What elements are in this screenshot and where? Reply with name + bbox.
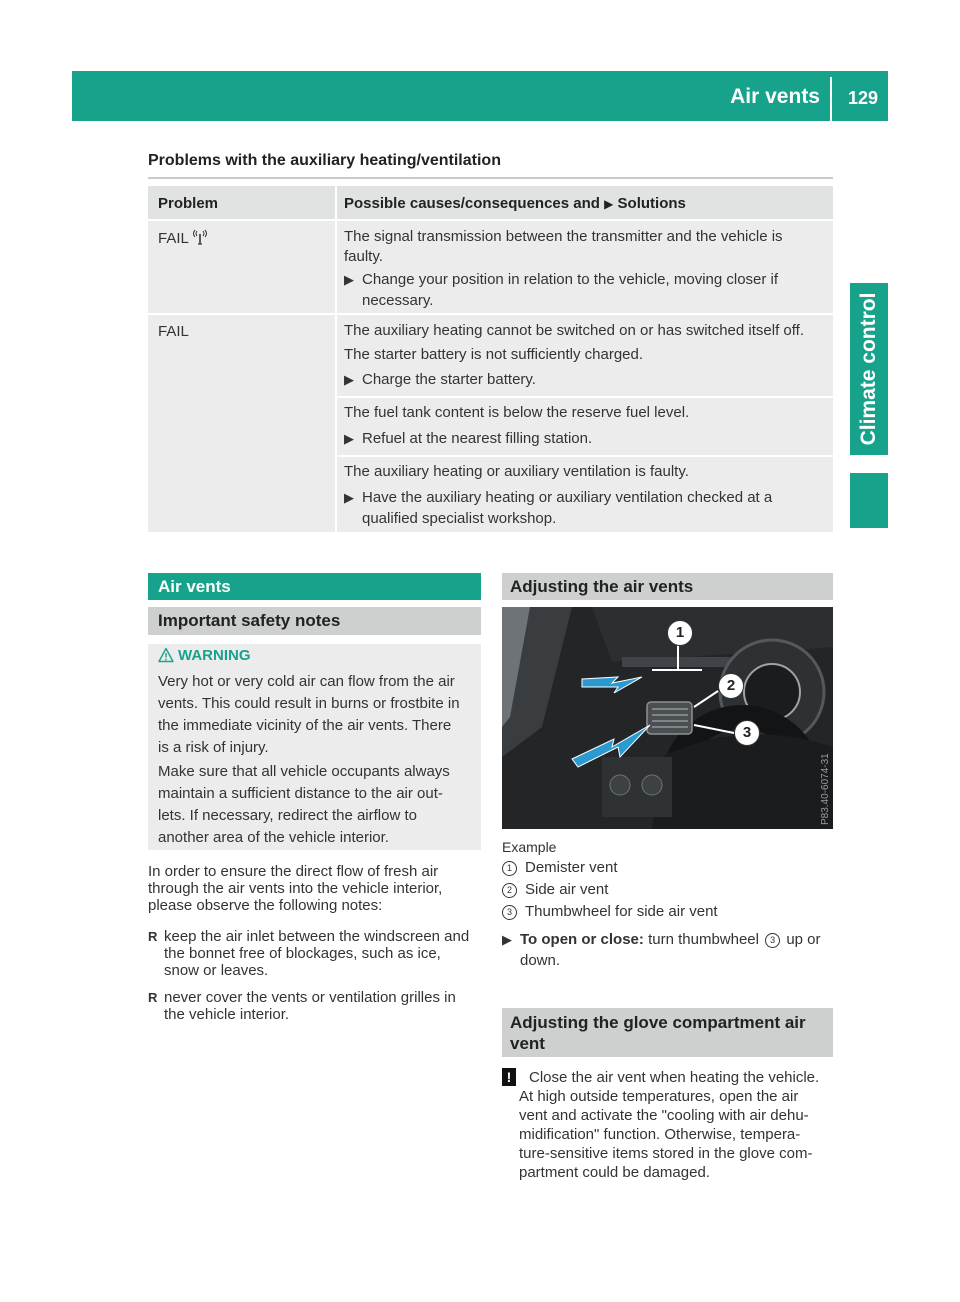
row1-cause <box>344 227 824 267</box>
row1-action-line2: necessary. <box>362 292 434 309</box>
warning-line: is a risk of injury. <box>158 739 269 756</box>
legend-number: 1 <box>502 861 517 876</box>
bullet-line: keep the air inlet between the windscreen and <box>164 928 470 945</box>
bullet-line: the bonnet free of blockages, such as ice, <box>164 945 441 962</box>
row-divider <box>148 219 833 221</box>
open-close-instruction <box>502 929 821 971</box>
row1-action-line1: Change your position in relation to the vehicle, moving closer if <box>362 271 779 288</box>
warning-line: another area of the vehicle interior. <box>158 829 389 846</box>
adjusting-title: Adjusting the air vents <box>510 577 694 596</box>
heading-rule <box>148 177 833 179</box>
glove-note-line: vent and activate the "cooling with air dehu- <box>519 1107 809 1124</box>
row-divider <box>337 455 833 457</box>
column-divider <box>335 186 337 532</box>
col-solutions-prefix: Possible causes/consequences and <box>344 195 600 212</box>
arrow-right-icon: ▶ <box>344 372 354 387</box>
air-vent-photo <box>502 607 833 829</box>
warning-paragraph-1 <box>158 671 478 759</box>
instruction-bold: To open or close: <box>520 931 644 948</box>
row2-action-a <box>344 369 536 390</box>
instruction-line-1 <box>520 929 821 950</box>
warning-line: Very hot or very cold air can flow from the air <box>158 673 455 690</box>
glove-note-first: Close the air vent when heating the vehicle. <box>529 1069 820 1086</box>
glove-title-line1: Adjusting the glove compartment air <box>510 1013 806 1032</box>
warning-line: the immediate vicinity of the air vents. There <box>158 717 452 734</box>
row1-cause-line1: The signal transmission between the transmitter and the vehicle is <box>344 228 783 245</box>
glove-note-line: At high outside temperatures, open the air <box>519 1088 799 1105</box>
row2-action-c <box>344 428 592 449</box>
table-header <box>148 186 833 219</box>
legend-text: Thumbwheel for side air vent <box>525 903 718 920</box>
row2-action-d <box>344 487 772 529</box>
intro-line: through the air vents into the vehicle interior, <box>148 880 443 897</box>
intro-line: In order to ensure the direct flow of fresh air <box>148 863 439 880</box>
instruction-end: up or <box>786 931 821 948</box>
legend-item <box>502 857 718 879</box>
bullet-item <box>148 989 456 1023</box>
arrow-right-icon: ▶ <box>604 197 614 211</box>
col-solutions <box>344 195 686 212</box>
legend-list <box>502 857 718 923</box>
arrow-right-icon: ▶ <box>344 431 354 446</box>
warning-triangle-icon <box>158 647 174 668</box>
caution-exclamation-icon: ! <box>502 1068 516 1086</box>
legend-text: Demister vent <box>525 859 618 876</box>
row2-action-d-line2: qualified specialist workshop. <box>362 510 557 527</box>
legend-text: Side air vent <box>525 881 609 898</box>
bullet-icon: R <box>148 990 158 1005</box>
legend-number: 2 <box>502 883 517 898</box>
warning-label: WARNING <box>178 647 251 664</box>
warning-line: vents. This could result in burns or frostbite in <box>158 695 460 712</box>
callout-2: 2 <box>718 673 744 699</box>
header-separator <box>830 77 832 121</box>
problems-heading: Problems with the auxiliary heating/ventilation <box>148 152 501 169</box>
side-tab-marker <box>850 473 888 528</box>
side-tab <box>850 283 888 455</box>
row1-problem <box>158 228 208 250</box>
bullet-line: snow or leaves. <box>164 962 269 979</box>
row2-cause-c: The fuel tank content is below the reserve fuel level. <box>344 404 690 421</box>
signal-antenna-icon <box>192 230 208 247</box>
row2-cause-b: The starter battery is not sufficiently charged. <box>344 346 644 363</box>
bullet-item <box>148 928 469 979</box>
header-title: Air vents <box>730 85 820 108</box>
air-vents-title-bar <box>148 573 481 600</box>
intro-line: please observe the following notes: <box>148 897 383 914</box>
problems-table <box>148 186 833 532</box>
col-solutions-suffix: Solutions <box>617 195 686 212</box>
glove-note-line: ture-sensitive items stored in the glove com- <box>519 1145 813 1162</box>
row2-problem: FAIL <box>158 323 189 340</box>
instruction-line-2: down. <box>520 952 561 969</box>
row2-action-c-text: Refuel at the nearest filling station. <box>362 430 593 447</box>
page-number: 129 <box>847 88 878 108</box>
header-bar <box>72 71 888 121</box>
warning-paragraph-2 <box>158 761 478 849</box>
instruction-number: 3 <box>765 933 780 948</box>
row2-cause-a: The auxiliary heating cannot be switched on or has switched itself off. <box>344 322 804 339</box>
safety-title: Important safety notes <box>158 611 341 630</box>
row-divider <box>337 396 833 398</box>
glove-title <box>510 1012 806 1054</box>
glove-note-line: partment could be damaged. <box>519 1164 710 1181</box>
safety-title-bar <box>148 607 481 635</box>
arrow-right-icon: ▶ <box>344 272 354 287</box>
dashboard-illustration <box>502 607 833 829</box>
instruction-text: turn thumbwheel <box>648 931 759 948</box>
arrow-right-icon: ▶ <box>344 490 354 505</box>
callout-1: 1 <box>667 620 693 646</box>
legend-item <box>502 879 718 901</box>
glove-note <box>519 1087 812 1182</box>
bullet-line: never cover the vents or ventilation grilles in <box>164 989 456 1006</box>
glove-title-line2: vent <box>510 1034 545 1053</box>
row1-problem-text: FAIL <box>158 230 189 247</box>
warning-box <box>148 644 481 850</box>
row1-cause-line2: faulty. <box>344 248 383 265</box>
row2-action-d-line1: Have the auxiliary heating or auxiliary ventilation checked at a <box>362 489 773 506</box>
warning-line: Make sure that all vehicle occupants always <box>158 763 450 780</box>
side-tab-label: Climate control <box>857 292 880 446</box>
glove-note-line: midification" function. Otherwise, tempera- <box>519 1126 801 1143</box>
row2-cause-d: The auxiliary heating or auxiliary ventilation is faulty. <box>344 463 689 480</box>
adjusting-title-bar <box>502 573 833 600</box>
callout-3: 3 <box>734 720 760 746</box>
warning-line: lets. If necessary, redirect the airflow to <box>158 807 417 824</box>
col-problem: Problem <box>158 195 219 212</box>
arrow-right-icon: ▶ <box>502 932 512 947</box>
bullet-line: the vehicle interior. <box>164 1006 290 1023</box>
air-vents-title: Air vents <box>158 577 231 596</box>
row1-action <box>344 269 778 311</box>
bullet-icon: R <box>148 929 158 944</box>
warning-line: maintain a sufficient distance to the air out- <box>158 785 443 802</box>
legend-item <box>502 901 718 923</box>
intro-paragraph <box>148 863 442 914</box>
photo-code: P83.40-6074-31 <box>820 753 831 825</box>
glove-title-bar <box>502 1008 833 1057</box>
row-divider <box>148 313 833 315</box>
row2-action-a-text: Charge the starter battery. <box>362 371 536 388</box>
legend-number: 3 <box>502 905 517 920</box>
photo-caption: Example <box>502 839 557 855</box>
